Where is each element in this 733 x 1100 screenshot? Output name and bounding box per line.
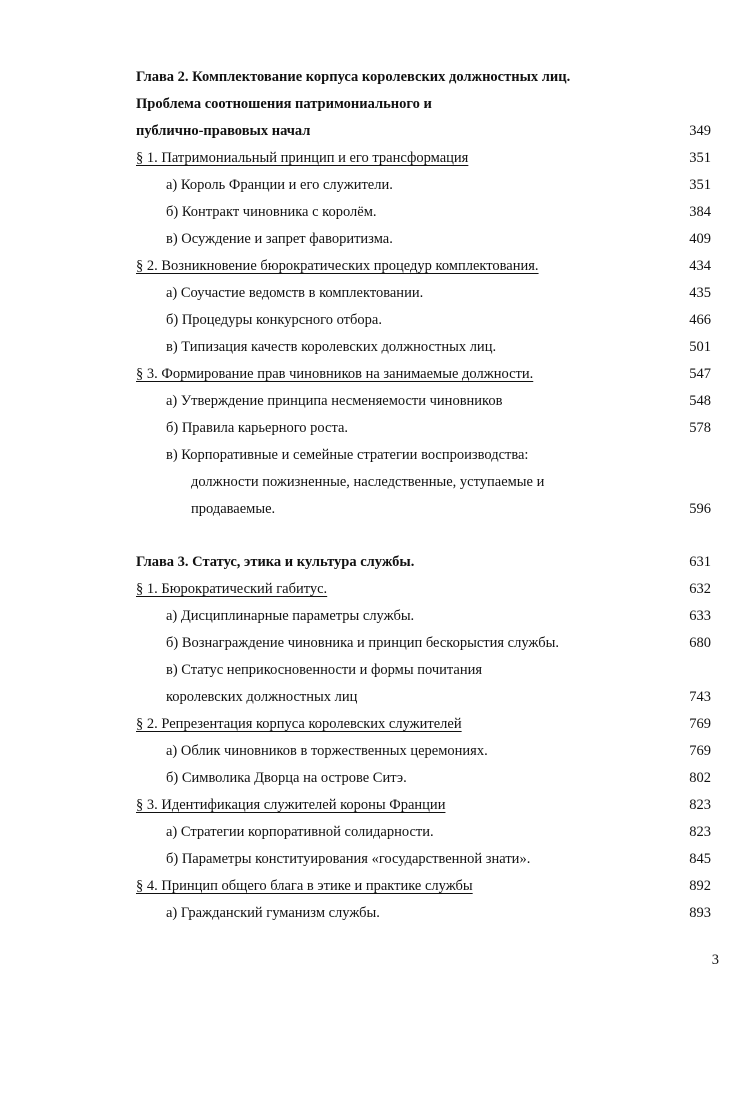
toc-chapter2-title-line-3 (0, 118, 733, 145)
toc-item (0, 819, 733, 846)
section-title: § 3. Идентификация служителей короны Франции (136, 797, 446, 813)
chapter2-title: Глава 2. Комплектование корпуса королевских должностных лиц. (136, 69, 571, 85)
item-title: б) Процедуры конкурсного отбора. (166, 312, 382, 328)
toc-item (0, 226, 733, 253)
toc-item-cont (0, 496, 733, 523)
item-title: в) Типизация качеств королевских должностных лиц. (166, 339, 497, 355)
section-title: § 1. Бюрократический габитус. (136, 581, 328, 597)
page-ref: 434 (689, 258, 711, 274)
page-number: 3 (711, 952, 719, 968)
item-title-cont: королевских должностных лиц (166, 689, 358, 705)
toc-item (0, 334, 733, 361)
page-ref: 501 (689, 339, 711, 355)
page-ref: 823 (689, 797, 711, 813)
page-ref: 578 (689, 420, 711, 436)
page-ref: 802 (689, 770, 711, 786)
item-title: а) Утверждение принципа несменяемости чиновников (166, 393, 503, 409)
chapter3-title: Глава 3. Статус, этика и культура службы. (136, 554, 415, 570)
toc-section (0, 711, 733, 738)
section-title: § 3. Формирование прав чиновников на занимаемые должности. (136, 366, 534, 382)
item-title: б) Параметры конституирования «государственной знати». (166, 851, 531, 867)
toc-item (0, 199, 733, 226)
toc-item (0, 388, 733, 415)
item-title: б) Правила карьерного роста. (166, 420, 349, 436)
toc-item (0, 307, 733, 334)
page-ref: 349 (689, 123, 711, 139)
page-ref: 845 (689, 851, 711, 867)
toc-section (0, 792, 733, 819)
toc-item (0, 657, 733, 684)
page-ref: 547 (689, 366, 711, 382)
toc-section (0, 253, 733, 280)
page-ref: 548 (689, 393, 711, 409)
page-ref: 823 (689, 824, 711, 840)
page-ref: 351 (689, 177, 711, 193)
page-ref: 680 (689, 635, 711, 651)
chapter2-title-cont: Проблема соотношения патримониального и (136, 96, 432, 112)
toc-item (0, 415, 733, 442)
item-title: а) Соучастие ведомств в комплектовании. (166, 285, 424, 301)
toc-chapter3-title (0, 549, 733, 576)
item-title: б) Символика Дворца на острове Ситэ. (166, 770, 407, 786)
page-ref: 596 (689, 501, 711, 517)
page-ref: 769 (689, 743, 711, 759)
item-title: в) Статус неприкосновенности и формы почитания (166, 662, 483, 678)
item-title: б) Контракт чиновника с королём. (166, 204, 377, 220)
toc-item (0, 846, 733, 873)
item-title: в) Корпоративные и семейные стратегии воспроизводства: (166, 447, 529, 463)
item-title: а) Дисциплинарные параметры службы. (166, 608, 415, 624)
page-ref: 893 (689, 905, 711, 921)
toc-section (0, 361, 733, 388)
toc-chapter2-title-line-1 (0, 64, 733, 91)
item-title-cont: продаваемые. (191, 501, 276, 517)
toc-item (0, 765, 733, 792)
page-ref: 409 (689, 231, 711, 247)
page-ref: 435 (689, 285, 711, 301)
item-title-cont: должности пожизненные, наследственные, уступаемые и (191, 474, 545, 490)
item-title: а) Стратегии корпоративной солидарности. (166, 824, 434, 840)
toc-section (0, 576, 733, 603)
toc-item-cont (0, 469, 733, 496)
chapter2-title-cont: публично-правовых начал (136, 123, 311, 139)
page-ref: 769 (689, 716, 711, 732)
toc-section (0, 145, 733, 172)
item-title: б) Вознаграждение чиновника и принцип бескорыстия службы. (166, 635, 559, 651)
item-title: в) Осуждение и запрет фаворитизма. (166, 231, 393, 247)
item-title: а) Облик чиновников в торжественных церемониях. (166, 743, 488, 759)
toc-chapter2-title-line-2 (0, 91, 733, 118)
toc-item (0, 442, 733, 469)
section-title: § 1. Патримониальный принцип и его трансформация (136, 150, 469, 166)
item-title: а) Гражданский гуманизм службы. (166, 905, 380, 921)
page-ref: 892 (689, 878, 711, 894)
section-title: § 2. Возникновение бюрократических процедур комплектования. (136, 258, 539, 274)
toc-item (0, 603, 733, 630)
toc-item (0, 738, 733, 765)
toc-item (0, 630, 733, 657)
page-ref: 351 (689, 150, 711, 166)
section-title: § 4. Принцип общего блага в этике и практике службы (136, 878, 473, 894)
page-ref: 633 (689, 608, 711, 624)
page-ref: 743 (689, 689, 711, 705)
page-ref: 466 (689, 312, 711, 328)
toc-item (0, 172, 733, 199)
toc-item (0, 280, 733, 307)
page-ref: 631 (689, 554, 711, 570)
item-title: а) Король Франции и его служители. (166, 177, 393, 193)
toc-item-cont (0, 684, 733, 711)
toc-section (0, 873, 733, 900)
page-ref: 632 (689, 581, 711, 597)
toc-item (0, 900, 733, 927)
page-ref: 384 (689, 204, 711, 220)
section-title: § 2. Репрезентация корпуса королевских служителей (136, 716, 462, 732)
